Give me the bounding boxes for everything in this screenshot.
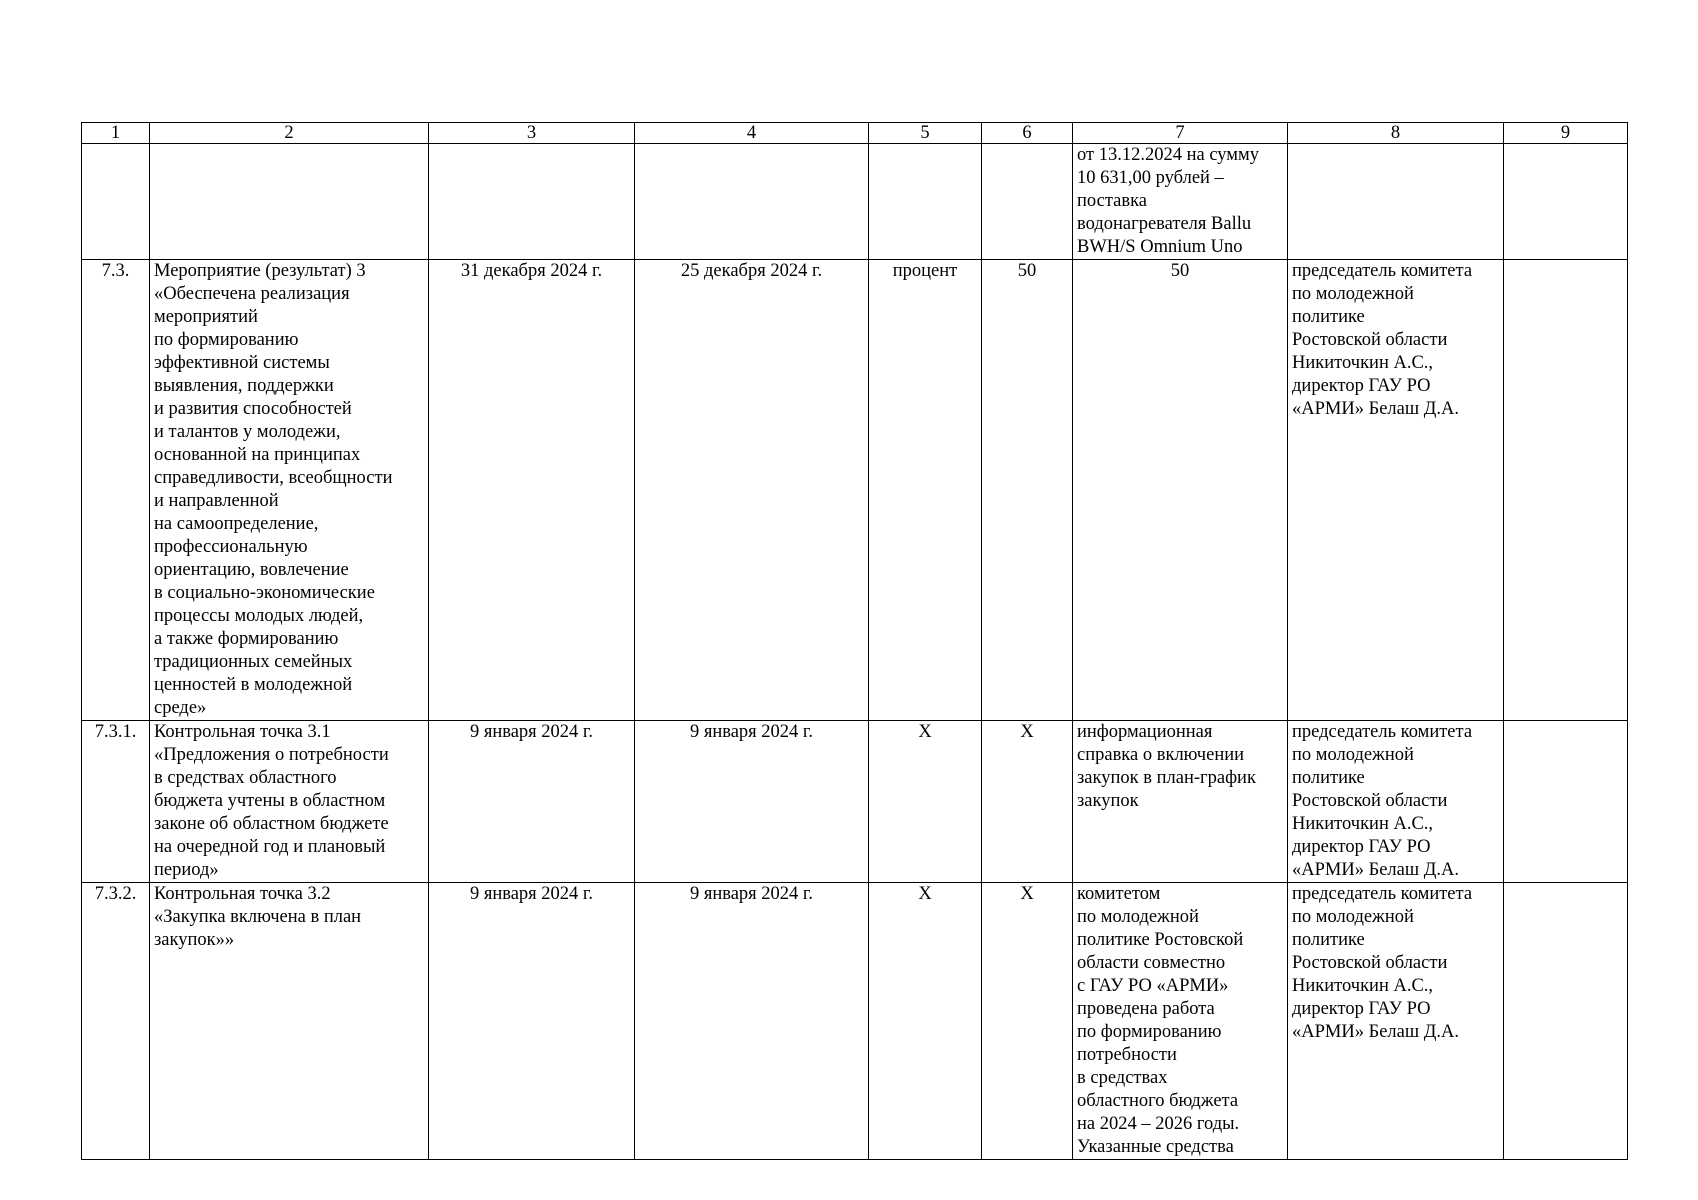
- plan-date: [429, 144, 635, 260]
- responsible-person: председатель комитета по молодежной политике Ростовской области Никиточкин А.С., директор ГАУ РО «АРМИ» Белаш Д.А.: [1288, 260, 1504, 721]
- item-number: 7.3.: [82, 260, 150, 721]
- unit: [869, 144, 982, 260]
- unit: Х: [869, 883, 982, 1160]
- column-number: 6: [982, 123, 1073, 144]
- item-name: Мероприятие (результат) 3 «Обеспечена реализация мероприятий по формированию эффективной системы выявления, поддержки и развития способностей и талантов у молодежи, основанной на принципах справедливости, всеобщности и направленной на самоопределение, профессиональную ориентацию, вовлечение в социально-экономические процессы молодых людей, а также формированию традиционных семейных ценностей в молодежной среде»: [150, 260, 429, 721]
- plan-value: 50: [982, 260, 1073, 721]
- note: [1504, 260, 1628, 721]
- plan-value: Х: [982, 883, 1073, 1160]
- note: [1504, 883, 1628, 1160]
- item-name: Контрольная точка 3.1 «Предложения о потребности в средствах областного бюджета учтены в областном законе об областном бюджете на очередной год и плановый период»: [150, 721, 429, 883]
- column-number: 1: [82, 123, 150, 144]
- unit: Х: [869, 721, 982, 883]
- note: [1504, 721, 1628, 883]
- fact-date: [635, 144, 869, 260]
- plan-value: Х: [982, 721, 1073, 883]
- item-number: 7.3.1.: [82, 721, 150, 883]
- column-number: 8: [1288, 123, 1504, 144]
- result-info: информационная справка о включении закупок в план-график закупок: [1073, 721, 1288, 883]
- plan-value: [982, 144, 1073, 260]
- responsible-person: председатель комитета по молодежной политике Ростовской области Никиточкин А.С., директор ГАУ РО «АРМИ» Белаш Д.А.: [1288, 883, 1504, 1160]
- column-number: 4: [635, 123, 869, 144]
- item-name: Контрольная точка 3.2 «Закупка включена в план закупок»»: [150, 883, 429, 1160]
- table-row: [82, 721, 1628, 883]
- item-number: 7.3.2.: [82, 883, 150, 1160]
- column-number: 9: [1504, 123, 1628, 144]
- fact-date: 25 декабря 2024 г.: [635, 260, 869, 721]
- plan-date: 9 января 2024 г.: [429, 883, 635, 1160]
- item-number: [82, 144, 150, 260]
- table-row: [82, 260, 1628, 721]
- responsible-person: [1288, 144, 1504, 260]
- unit: процент: [869, 260, 982, 721]
- responsible-person: председатель комитета по молодежной политике Ростовской области Никиточкин А.С., директор ГАУ РО «АРМИ» Белаш Д.А.: [1288, 721, 1504, 883]
- result-info: 50: [1073, 260, 1288, 721]
- report-table: [81, 122, 1628, 1160]
- column-number: 7: [1073, 123, 1288, 144]
- fact-date: 9 января 2024 г.: [635, 721, 869, 883]
- column-number: 5: [869, 123, 982, 144]
- column-number-row: [82, 123, 1628, 144]
- item-name: [150, 144, 429, 260]
- plan-date: 9 января 2024 г.: [429, 721, 635, 883]
- result-info: от 13.12.2024 на сумму 10 631,00 рублей – поставка водонагревателя Ballu BWH/S Omnium Uno: [1073, 144, 1288, 260]
- column-number: 3: [429, 123, 635, 144]
- fact-date: 9 января 2024 г.: [635, 883, 869, 1160]
- result-info: комитетом по молодежной политике Ростовской области совместно с ГАУ РО «АРМИ» проведена работа по формированию потребности в средствах областного бюджета на 2024 – 2026 годы. Указанные средства: [1073, 883, 1288, 1160]
- column-number: 2: [150, 123, 429, 144]
- table-row: [82, 144, 1628, 260]
- note: [1504, 144, 1628, 260]
- plan-date: 31 декабря 2024 г.: [429, 260, 635, 721]
- table-row: [82, 883, 1628, 1160]
